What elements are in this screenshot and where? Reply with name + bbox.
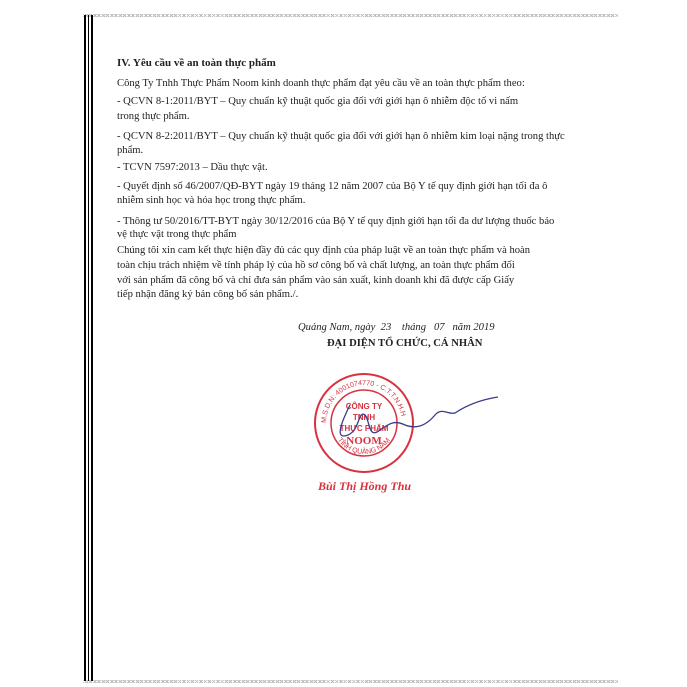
svg-text:TỈNH QUẢNG NAM: TỈNH QUẢNG NAM bbox=[335, 436, 392, 456]
list-item-cont: phẩm. bbox=[117, 145, 144, 156]
list-item-cont: vệ thực vật trong thực phẩm bbox=[117, 229, 237, 240]
signer-name: Bùi Thị Hồng Thu bbox=[318, 479, 412, 493]
svg-text:THỰC PHẨM: THỰC PHẨM bbox=[339, 424, 389, 433]
border-line bbox=[88, 15, 89, 681]
section-heading: IV. Yêu cầu về an toàn thực phẩm bbox=[117, 57, 276, 69]
list-item: - Quyết định số 46/2007/QĐ-BYT ngày 19 tháng 12 năm 2007 của Bộ Y tế quy định giới hạn tối đa ô bbox=[117, 181, 548, 192]
page-bottom-edge bbox=[83, 680, 618, 683]
list-item: - QCVN 8-1:2011/BYT – Quy chuẩn kỹ thuật quốc gia đối với giới hạn ô nhiễm độc tố vi nấm bbox=[117, 96, 519, 107]
signatory-title: ĐẠI DIỆN TỔ CHỨC, CÁ NHÂN bbox=[327, 338, 483, 349]
list-item: - Thông tư 50/2016/TT-BYT ngày 30/12/2016 của Bộ Y tế quy định giới hạn tối đa dư lượng thuốc bảo bbox=[117, 216, 555, 227]
list-item-cont: nhiễm sinh học và hóa học trong thực phẩm. bbox=[117, 195, 306, 206]
border-line bbox=[84, 15, 86, 681]
commitment-line: toàn chịu trách nhiệm về tính pháp lý của hồ sơ công bố và chất lượng, an toàn thực phẩm đối bbox=[117, 260, 515, 271]
svg-text:M.S.D.N: 4001074770 - C.T.T.N.: M.S.D.N: 4001074770 - C.T.T.N.H.H bbox=[320, 379, 407, 424]
svg-text:NOOM: NOOM bbox=[346, 435, 382, 447]
commitment-line: Chúng tôi xin cam kết thực hiện đầy đủ các quy định của pháp luật về an toàn thực phẩm và hoàn bbox=[117, 245, 531, 256]
commitment-line: với sản phẩm đã công bố và chỉ đưa sản phẩm vào sản xuất, kinh doanh khi đã được cấp Giấy bbox=[117, 275, 515, 286]
svg-text:CÔNG TY: CÔNG TY bbox=[345, 402, 383, 411]
list-item: - QCVN 8-2:2011/BYT – Quy chuẩn kỹ thuật quốc gia đối với giới hạn ô nhiễm kim loại nặng trong thực bbox=[117, 131, 565, 142]
signature bbox=[330, 385, 500, 455]
svg-text:TNHH: TNHH bbox=[352, 413, 376, 422]
intro-text: Công Ty Tnhh Thực Phẩm Noom kinh doanh thực phẩm đạt yêu cầu về an toàn thực phẩm theo: bbox=[117, 78, 525, 89]
border-line bbox=[91, 15, 93, 681]
date-line: Quảng Nam, ngày 23 tháng 07 năm 2019 bbox=[298, 322, 495, 333]
list-item-cont: trong thực phẩm. bbox=[117, 111, 190, 122]
page-top-edge bbox=[83, 14, 618, 17]
commitment-line: tiếp nhận đăng ký bản công bố sản phẩm./. bbox=[117, 289, 299, 300]
list-item: - TCVN 7597:2013 – Dầu thực vật. bbox=[117, 162, 268, 173]
